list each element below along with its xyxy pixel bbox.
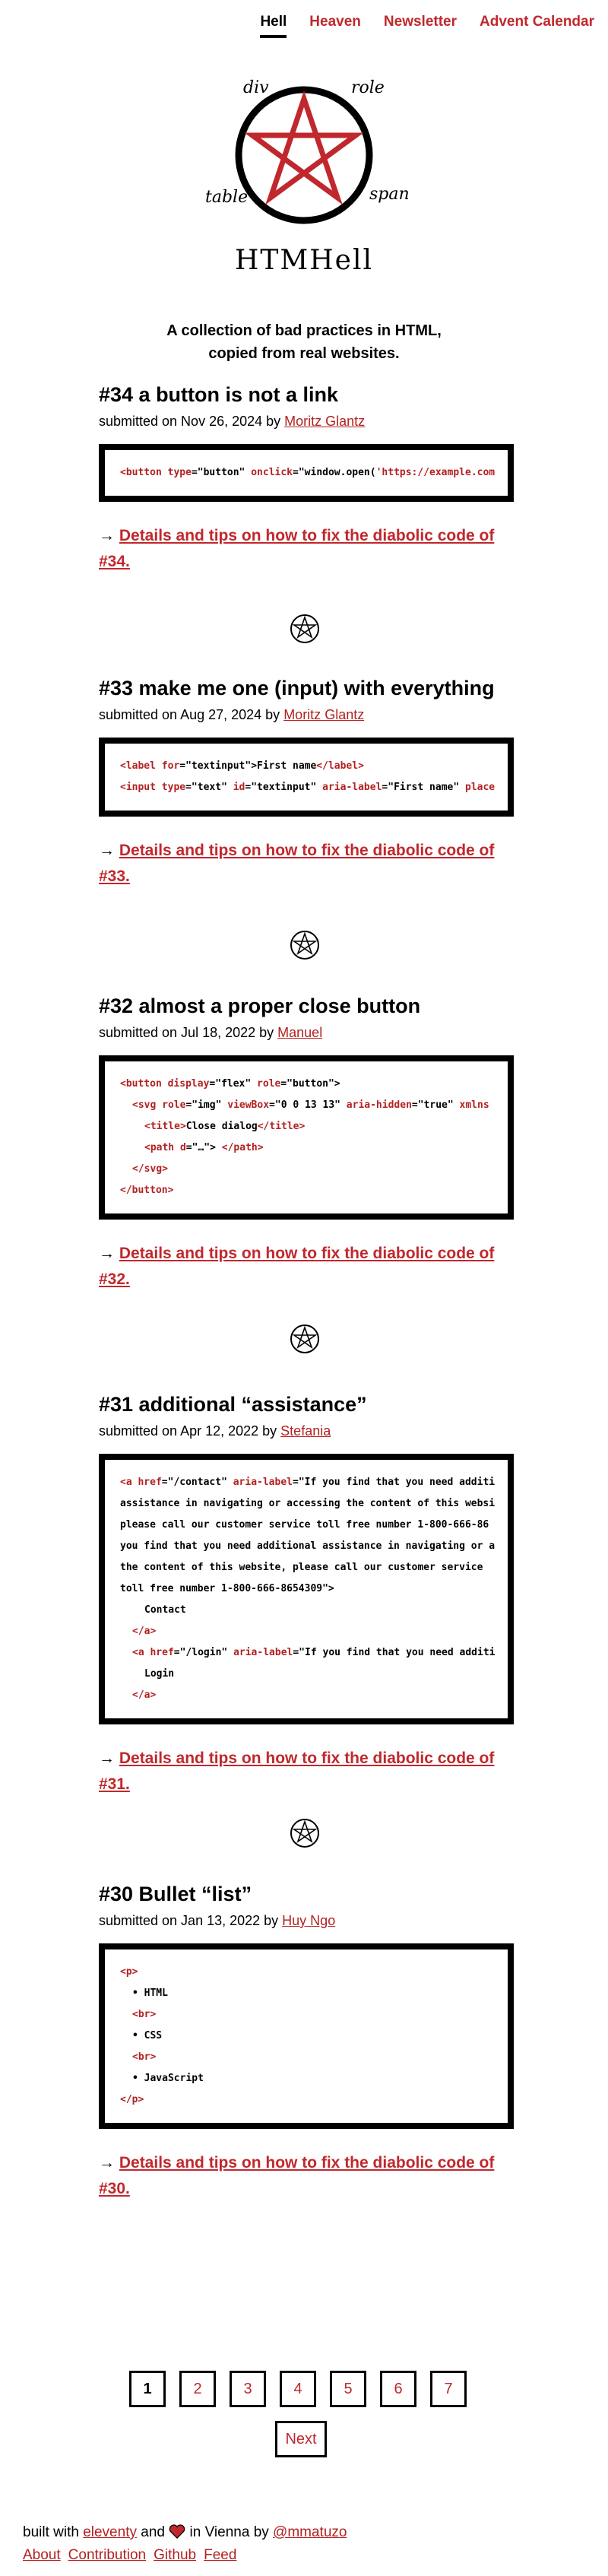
- code-tag: </label>: [316, 760, 364, 772]
- post-meta: [99, 1422, 514, 1440]
- code-snippet: [99, 738, 514, 817]
- in-vienna-text: in Vienna by: [185, 2524, 274, 2540]
- post-title: #33 make me one (input) with everything: [99, 677, 495, 700]
- code-text: • JavaScript: [132, 2073, 204, 2084]
- page-3-link[interactable]: 3: [230, 2371, 266, 2407]
- main-nav: [237, 14, 594, 38]
- code-attr: viewBox: [227, 1099, 270, 1111]
- code-line: [120, 1515, 492, 1536]
- author-link[interactable]: Moritz Glantz: [284, 414, 366, 429]
- code-line: [120, 2089, 492, 2111]
- code-line: [120, 1095, 492, 1116]
- code-attr: role: [162, 1099, 186, 1111]
- detail-paragraph: [99, 1241, 514, 1293]
- code-tag: <a: [120, 1477, 138, 1488]
- code-text: Login: [144, 1668, 175, 1680]
- code-tag: </svg>: [132, 1163, 168, 1175]
- tagline: [0, 319, 608, 365]
- code-line: [120, 1578, 492, 1600]
- code-tag: <br>: [132, 2051, 157, 2063]
- code-line: [120, 1983, 492, 2004]
- footer-link-about[interactable]: About: [23, 2547, 61, 2563]
- code-tag: <input: [120, 782, 162, 793]
- code-line: [120, 1685, 492, 1706]
- logo-corner-span: span: [369, 185, 410, 204]
- code-text: ="window.open(: [293, 467, 376, 478]
- code-attr: role: [257, 1078, 281, 1090]
- arrow-icon: →: [99, 842, 119, 859]
- code-tag: </p>: [120, 2094, 144, 2105]
- eleventy-link[interactable]: eleventy: [83, 2524, 137, 2540]
- code-text: the content of this website, please call our customer service: [120, 1562, 483, 1573]
- code-text: toll free number 1-800-666-8654309">: [120, 1583, 334, 1594]
- post-31: [99, 1391, 514, 1797]
- nav-item-advent-calendar[interactable]: Advent Calendar: [480, 14, 594, 30]
- code-tag: </a>: [132, 1689, 157, 1701]
- code-text: ="button">: [280, 1078, 340, 1090]
- code-attr: d: [179, 1142, 186, 1153]
- nav-item-heaven[interactable]: Heaven: [309, 14, 361, 30]
- footer-links: [23, 2544, 347, 2567]
- post-30: [99, 1881, 514, 2202]
- author-link[interactable]: Moritz Glantz: [283, 707, 365, 722]
- page-6-link[interactable]: 6: [380, 2371, 416, 2407]
- code-line: [120, 1137, 492, 1159]
- code-attr: display: [167, 1078, 210, 1090]
- submitted-text: submitted on Jul 18, 2022 by: [99, 1025, 278, 1040]
- code-attr: onclick: [251, 467, 293, 478]
- tagline-line-1: A collection of bad practices in HTML,: [166, 322, 442, 339]
- heart-icon: [169, 2524, 185, 2539]
- post-32: [99, 993, 514, 1293]
- code-text: ="…">: [185, 1142, 222, 1153]
- code-text: • CSS: [132, 2030, 163, 2041]
- code-text: ="true": [411, 1099, 460, 1111]
- pentagram-logo-icon: [182, 70, 426, 283]
- post-meta: [99, 412, 514, 430]
- code-attr: aria-label: [233, 1647, 293, 1658]
- code-text: ="/login": [173, 1647, 234, 1658]
- detail-paragraph: [99, 838, 514, 890]
- code-text: ="textinput": [245, 782, 323, 793]
- page-2-link[interactable]: 2: [179, 2371, 216, 2407]
- page-1-current: 1: [129, 2371, 166, 2407]
- code-line: [120, 1962, 492, 1983]
- code-text: Close dialog: [185, 1121, 258, 1132]
- code-snippet: [99, 1943, 514, 2129]
- code-text: ="If you find that you need additi: [293, 1477, 496, 1488]
- post-meta: [99, 1023, 514, 1042]
- author-link[interactable]: Stefania: [280, 1423, 331, 1439]
- code-attr: type: [161, 782, 186, 793]
- code-attr: id: [233, 782, 245, 793]
- code-tag: <p>: [120, 1966, 138, 1978]
- page-5-link[interactable]: 5: [330, 2371, 366, 2407]
- details-link[interactable]: Details and tips on how to fix the diabolic code of #33.: [99, 842, 495, 885]
- post-title: #31 additional “assistance”: [99, 1393, 367, 1416]
- pentagram-separator-icon: [289, 1817, 321, 1849]
- code-line: [120, 1600, 492, 1621]
- code-line: [120, 1642, 496, 1664]
- submitted-text: submitted on Jan 13, 2022 by: [99, 1913, 283, 1928]
- arrow-icon: →: [99, 1245, 119, 1262]
- pentagram-separator-icon: [289, 929, 321, 961]
- code-line: [120, 1116, 492, 1137]
- post-33: [99, 675, 514, 890]
- code-attr: aria-label: [322, 782, 382, 793]
- author-handle-link[interactable]: @mmatuzo: [273, 2524, 347, 2540]
- post-title: #34 a button is not a link: [99, 383, 339, 406]
- code-line: [120, 1664, 492, 1685]
- details-link[interactable]: Details and tips on how to fix the diabolic code of #32.: [99, 1245, 495, 1288]
- site-logo[interactable]: [0, 70, 608, 283]
- code-line: [120, 2047, 492, 2068]
- post-meta: [99, 1911, 514, 1930]
- code-text: ="0 0 13 13": [269, 1099, 347, 1111]
- tagline-line-2: copied from real websites.: [208, 345, 400, 362]
- code-line: [120, 756, 492, 777]
- code-text: ="/contact": [161, 1477, 233, 1488]
- code-tag: <label: [120, 760, 162, 772]
- arrow-icon: →: [99, 2154, 119, 2172]
- code-attr: type: [167, 467, 192, 478]
- code-line: [120, 2004, 492, 2026]
- code-text: Contact: [144, 1604, 186, 1616]
- pagination: [129, 2371, 467, 2407]
- code-text: ="button": [191, 467, 252, 478]
- code-text: ="textinput">First name: [179, 760, 317, 772]
- footer-link-contribution[interactable]: Contribution: [68, 2547, 147, 2563]
- code-attr: xmlns: [459, 1099, 489, 1111]
- code-text: • HTML: [132, 1988, 168, 1999]
- code-text: ="text": [185, 782, 233, 793]
- code-tag: </button>: [120, 1185, 174, 1196]
- code-string: 'https://example.com: [375, 467, 496, 478]
- code-attr: aria-label: [233, 1477, 293, 1488]
- next-page-button[interactable]: Next: [275, 2421, 327, 2457]
- arrow-icon: →: [99, 527, 119, 544]
- code-snippet: [99, 1454, 514, 1724]
- code-tag: <button: [120, 1078, 168, 1090]
- code-tag: <title>: [144, 1121, 186, 1132]
- code-line: [120, 2026, 492, 2047]
- logo-corner-role: role: [351, 78, 385, 97]
- code-line: [120, 1180, 492, 1201]
- code-line: [120, 2068, 492, 2089]
- submitted-text: submitted on Aug 27, 2024 by: [99, 707, 284, 722]
- code-attr: href: [138, 1477, 162, 1488]
- code-line: [120, 1159, 492, 1180]
- detail-paragraph: [99, 2150, 514, 2202]
- code-text: please call our customer service toll free number 1-800-666-86: [120, 1519, 489, 1531]
- detail-paragraph: [99, 523, 514, 575]
- code-text: ="If you find that you need additi: [293, 1647, 496, 1658]
- code-line: [120, 462, 496, 484]
- code-line: [120, 1493, 496, 1515]
- post-title: #32 almost a proper close button: [99, 995, 421, 1017]
- details-link[interactable]: Details and tips on how to fix the diabolic code of #30.: [99, 2154, 495, 2197]
- and-text: and: [136, 2524, 169, 2540]
- site-footer: [23, 2521, 347, 2567]
- code-line: [120, 777, 496, 798]
- code-snippet: [99, 444, 514, 502]
- code-tag: <a: [132, 1647, 150, 1658]
- page-7-link[interactable]: 7: [430, 2371, 467, 2407]
- details-link[interactable]: Details and tips on how to fix the diabolic code of #31.: [99, 1750, 495, 1793]
- code-line: [120, 1557, 492, 1578]
- code-tag: <svg: [132, 1099, 163, 1111]
- code-text: ="flex": [209, 1078, 258, 1090]
- nav-item-hell[interactable]: Hell: [260, 14, 287, 38]
- submitted-text: submitted on Nov 26, 2024 by: [99, 414, 285, 429]
- code-line: [120, 1621, 492, 1642]
- submitted-text: submitted on Apr 12, 2022 by: [99, 1423, 281, 1439]
- code-tag: <path: [144, 1142, 180, 1153]
- code-text: ="First name": [382, 782, 465, 793]
- code-tag: <br>: [132, 2009, 157, 2020]
- author-link[interactable]: Manuel: [277, 1025, 323, 1040]
- logo-corner-div: div: [243, 78, 269, 97]
- nav-item-newsletter[interactable]: Newsletter: [383, 14, 458, 30]
- code-line: [120, 1074, 492, 1095]
- logo-title: HTMHell: [235, 245, 373, 276]
- code-line: [120, 1536, 496, 1557]
- footer-credit: [23, 2521, 347, 2544]
- author-link[interactable]: Huy Ngo: [282, 1913, 336, 1928]
- post-34: [99, 382, 514, 575]
- code-attr: href: [150, 1647, 174, 1658]
- code-attr: for: [161, 760, 180, 772]
- page-4-link[interactable]: 4: [280, 2371, 316, 2407]
- post-title: #30 Bullet “list”: [99, 1883, 252, 1905]
- code-attr: place: [465, 782, 496, 793]
- post-meta: [99, 706, 514, 724]
- code-text: ="img": [185, 1099, 228, 1111]
- pentagram-separator-icon: [289, 613, 321, 645]
- code-text: you find that you need additional assistance in navigating or a: [120, 1540, 496, 1552]
- code-tag: <button: [120, 467, 168, 478]
- footer-link-github[interactable]: Github: [154, 2547, 197, 2563]
- code-line: [120, 1472, 496, 1493]
- code-tag: </title>: [257, 1121, 306, 1132]
- code-text: assistance in navigating or accessing the content of this websi: [120, 1498, 496, 1509]
- details-link[interactable]: Details and tips on how to fix the diabolic code of #34.: [99, 527, 495, 570]
- code-attr: aria-hidden: [346, 1099, 412, 1111]
- logo-corner-table: table: [205, 188, 249, 207]
- code-snippet: [99, 1055, 514, 1220]
- detail-paragraph: [99, 1746, 514, 1797]
- built-with-text: built with: [23, 2524, 84, 2540]
- pentagram-separator-icon: [289, 1323, 321, 1355]
- arrow-icon: →: [99, 1750, 119, 1767]
- code-tag: </path>: [221, 1142, 264, 1153]
- code-tag: </a>: [132, 1626, 157, 1637]
- footer-link-feed[interactable]: Feed: [204, 2547, 237, 2563]
